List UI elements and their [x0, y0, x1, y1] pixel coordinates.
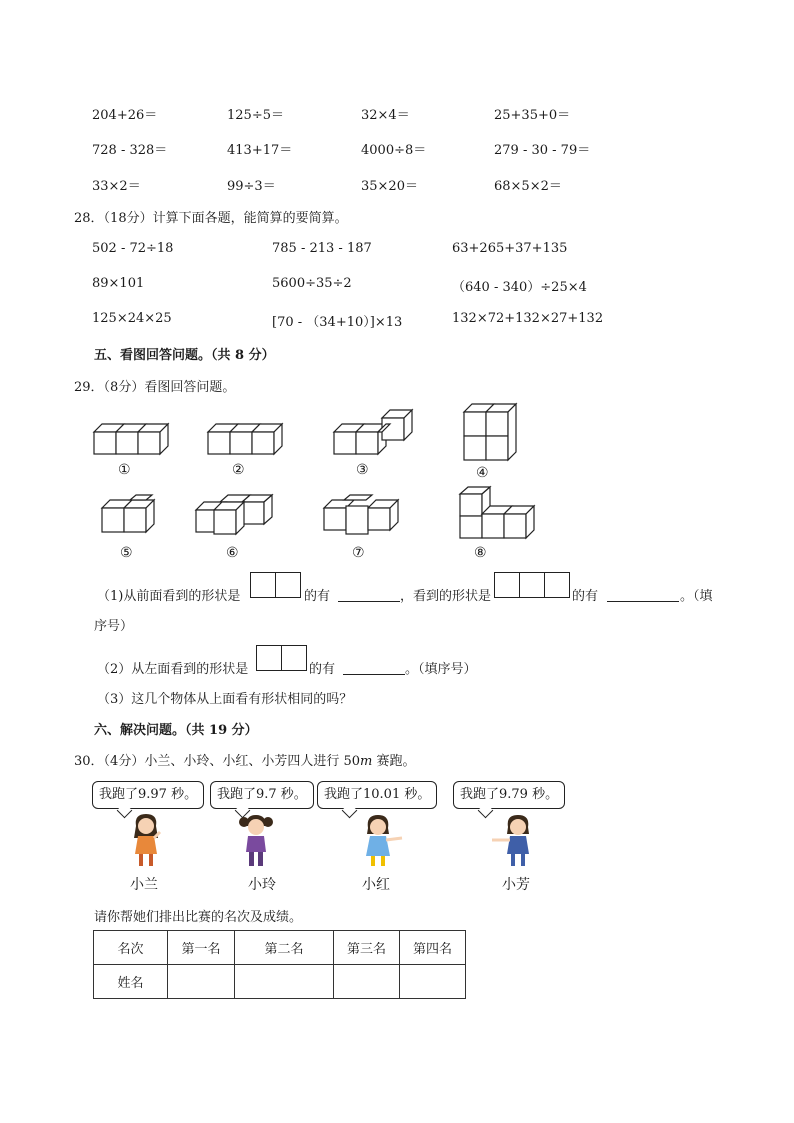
table-row [94, 965, 466, 999]
q29-sub1-text-d: 的有 [572, 589, 599, 604]
figure-label-5: ⑤ [120, 545, 133, 561]
answer-blank-1[interactable] [338, 585, 400, 602]
calc-item: 502 - 72÷18 [92, 241, 174, 256]
answer-cell[interactable] [400, 965, 466, 999]
arith-item: 99÷3＝ [227, 179, 276, 194]
shape-square [545, 573, 569, 597]
kid-name-4: 小芳 [502, 877, 530, 893]
arith-item: 25+35+0＝ [494, 108, 571, 123]
kid-name-3: 小红 [362, 877, 390, 893]
arith-item: 413+17＝ [227, 143, 293, 158]
girl-illustration-1 [128, 812, 164, 870]
cube-figure-3 [332, 404, 414, 460]
girl-illustration-3 [358, 812, 406, 870]
table-row [94, 931, 466, 965]
figure-label-2: ② [232, 462, 245, 478]
arith-item: 279 - 30 - 79＝ [494, 143, 591, 158]
arith-item: 68×5×2＝ [494, 179, 562, 194]
ranking-table [93, 930, 466, 999]
table-header-cell: 第三名 [334, 931, 400, 965]
cube-figure-8 [458, 486, 540, 542]
speech-bubble-4: 我跑了9.79 秒。 [453, 781, 565, 809]
cube-figure-4 [462, 402, 526, 464]
answer-cell[interactable] [168, 965, 235, 999]
arith-row-1 [0, 104, 794, 124]
calc-item: [70 - （34+10）]×13 [272, 315, 403, 330]
q29-sub1-text-a: （1)从前面看到的形状是 [97, 589, 241, 604]
q30-title-text-b: 赛跑。 [372, 754, 416, 769]
q29-sub1-text-b: 的有 [304, 589, 331, 604]
calc-item: 5600÷35÷2 [272, 276, 352, 291]
q29-sub1-text-f: 序号） [94, 619, 134, 634]
calc-item: 125×24×25 [92, 311, 172, 326]
section-6-heading: 六、解决问题。（共 19 分） [94, 723, 258, 738]
calc-item: 785 - 213 - 187 [272, 241, 372, 256]
shape-square [282, 646, 306, 670]
cube-figure-2 [206, 418, 288, 458]
arith-item: 728 - 328＝ [92, 143, 168, 158]
calc-item: 89×101 [92, 276, 145, 291]
kid-name-2: 小玲 [248, 877, 276, 893]
figure-label-1: ① [118, 462, 131, 478]
q29-sub1-text-c: ，看到的形状是 [400, 589, 492, 604]
front-view-shape-2 [250, 572, 301, 598]
shape-square [276, 573, 300, 597]
cube-figure-1 [92, 418, 174, 458]
cube-figure-6 [194, 494, 280, 540]
q30-title-text-a: 30．（4分）小兰、小玲、小红、小芳四人进行 50 [74, 754, 360, 769]
calc-item: 63+265+37+135 [452, 241, 568, 256]
speech-bubble-1: 我跑了9.97 秒。 [92, 781, 204, 809]
cube-figure-5 [100, 494, 166, 538]
shape-square [251, 573, 276, 597]
answer-cell[interactable] [334, 965, 400, 999]
girl-illustration-4 [486, 812, 534, 870]
q29-sub2-text-a: （2）从左面看到的形状是 [97, 662, 249, 677]
arith-row-2 [0, 139, 794, 159]
q28-row-2 [0, 276, 794, 296]
kid-name-1: 小兰 [130, 877, 158, 893]
q29-sub2-text-b: 的有 [309, 662, 336, 677]
q28-row-1 [0, 241, 794, 261]
answer-blank-2[interactable] [607, 585, 679, 602]
shape-square [520, 573, 545, 597]
answer-cell[interactable] [235, 965, 334, 999]
girl-illustration-2 [234, 812, 278, 870]
arith-item: 33×2＝ [92, 179, 141, 194]
front-view-shape-3 [494, 572, 570, 598]
q28-row-3 [0, 311, 794, 331]
shape-square [495, 573, 520, 597]
q29-sub1-text-e: 。（填 [680, 589, 713, 604]
calc-item: 132×72+132×27+132 [452, 311, 604, 326]
arith-row-3 [0, 175, 794, 195]
arith-item: 4000÷8＝ [361, 143, 427, 158]
figure-label-7: ⑦ [352, 545, 365, 561]
arith-item: 204+26＝ [92, 108, 158, 123]
q29-sub2-text-c: 。（填序号） [405, 662, 477, 677]
arith-item: 35×20＝ [361, 179, 418, 194]
speech-bubble-2: 我跑了9.7 秒。 [210, 781, 314, 809]
table-header-cell: 名次 [94, 931, 168, 965]
left-view-shape-2 [256, 645, 307, 671]
figure-label-3: ③ [356, 462, 369, 478]
table-row-label: 姓名 [94, 965, 168, 999]
q29-title: 29．（8分）看图回答问题。 [74, 380, 236, 395]
section-5-heading: 五、看图回答问题。（共 8 分） [94, 348, 275, 363]
figure-label-8: ⑧ [474, 545, 487, 561]
q30-instruction: 请你帮她们排出比赛的名次及成绩。 [94, 910, 303, 925]
answer-blank-3[interactable] [343, 658, 405, 675]
figure-label-6: ⑥ [226, 545, 239, 561]
q28-title: 28．（18分）计算下面各题，能简算的要简算。 [74, 211, 348, 226]
q30-title-unit: m [360, 754, 373, 769]
figure-label-4: ④ [476, 465, 489, 481]
shape-square [257, 646, 282, 670]
calc-item: （640 - 340）÷25×4 [452, 280, 587, 295]
q29-sub3: （3）这几个物体从上面看有形状相同的吗？ [97, 692, 353, 707]
speech-bubble-3: 我跑了10.01 秒。 [317, 781, 437, 809]
cube-figure-7 [322, 494, 408, 540]
q30-title [74, 750, 415, 769]
arith-item: 32×4＝ [361, 108, 410, 123]
arith-item: 125÷5＝ [227, 108, 284, 123]
table-header-cell: 第一名 [168, 931, 235, 965]
table-header-cell: 第二名 [235, 931, 334, 965]
table-header-cell: 第四名 [400, 931, 466, 965]
